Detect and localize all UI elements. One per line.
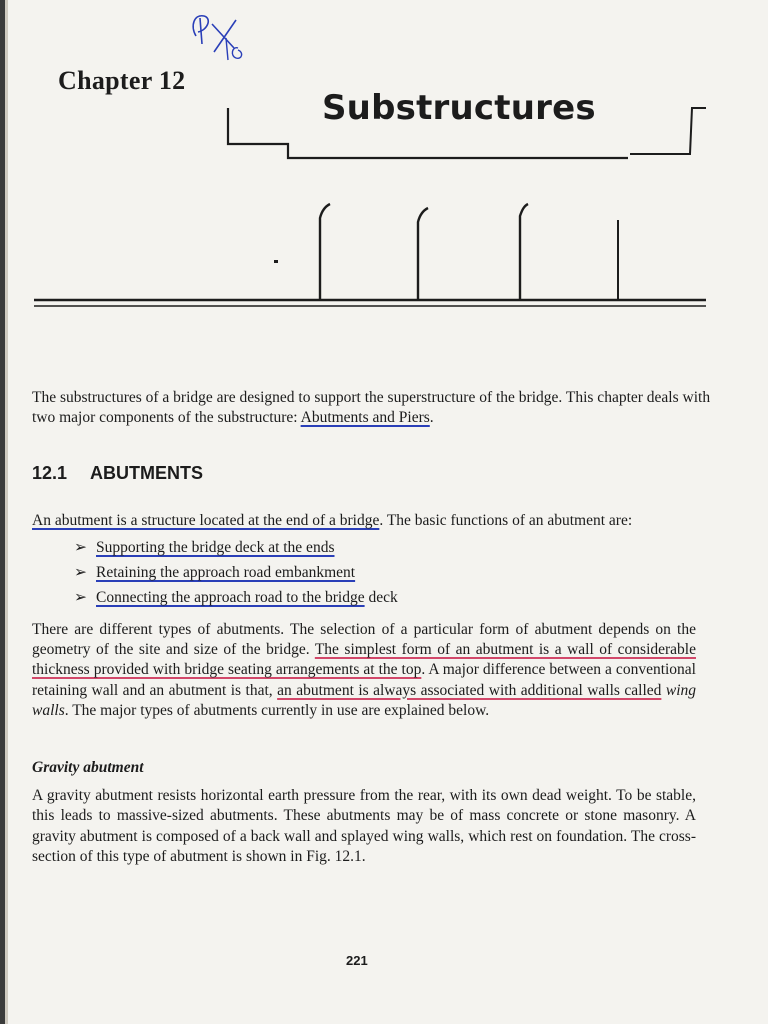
gravity-abutment-heading: Gravity abutment <box>32 759 144 776</box>
chapter-label: Chapter 12 <box>58 66 186 95</box>
section-title: ABUTMENTS <box>90 463 203 483</box>
list-item <box>74 538 398 563</box>
wing-walls-term: wing walls <box>32 681 697 719</box>
intro-text-end: . <box>429 409 434 426</box>
intro-paragraph <box>32 388 722 428</box>
chapter-header-illustration <box>0 96 768 326</box>
page-number: 221 <box>346 953 368 968</box>
chapter-title: Substructures <box>322 88 596 128</box>
paragraph-highlight: The simplest form of an abutment is a wall of considerable thickness provided with bridge seating arrangements at the top <box>32 641 696 679</box>
abutment-definition-highlight: An abutment is a structure located at the end of a bridge <box>32 512 380 529</box>
intro-text: The substructures of a bridge are designed to support the superstructure of the bridge. This chapter deals with two major components of the substructure: <box>32 389 711 426</box>
list-item-text: Retaining the approach road embankment <box>96 564 356 581</box>
abutment-types-paragraph <box>32 620 696 721</box>
abutment-functions-list <box>74 538 398 613</box>
section-heading <box>32 463 203 484</box>
list-item <box>74 588 398 613</box>
list-item-text: Connecting the approach road to the bridge <box>96 589 365 606</box>
list-item <box>74 563 398 588</box>
paragraph-text: . A major difference between a conventional retaining wall and an abutment is that, <box>32 661 696 699</box>
list-item-rest: deck <box>364 589 398 606</box>
arrow-bullet-icon: ➢ <box>74 589 87 606</box>
paragraph-text: . The major types of abutments currently in use are explained below. <box>64 701 490 719</box>
section-number: 12.1 <box>32 463 68 483</box>
abutment-definition-rest: . The basic functions of an abutment are: <box>379 512 633 529</box>
intro-highlight: Abutments and Piers <box>300 409 430 426</box>
abutment-definition <box>32 511 722 531</box>
paragraph-highlight: an abutment is always associated with additional walls called <box>277 681 662 699</box>
gravity-abutment-paragraph: A gravity abutment resists horizontal earth pressure from the rear, with its own dead weight. To be stable, this leads to massive-sized abutments. These abutments may be of mass concrete or stone masonry. A gravity abutment is composed of a back wall and splayed wing walls, which rest on foundation. The cross-section of this type of abutment is shown in Fig. 12.1. <box>32 787 696 866</box>
paragraph-text: There are different types of abutments. The selection of a particular form of abutment depends on the geometry of the site and size of the bridge. <box>32 621 696 659</box>
list-item-text: Supporting the bridge deck at the ends <box>96 539 335 556</box>
arrow-bullet-icon: ➢ <box>74 539 87 556</box>
handwritten-mark-icon <box>186 8 250 70</box>
arrow-bullet-icon: ➢ <box>74 564 87 581</box>
